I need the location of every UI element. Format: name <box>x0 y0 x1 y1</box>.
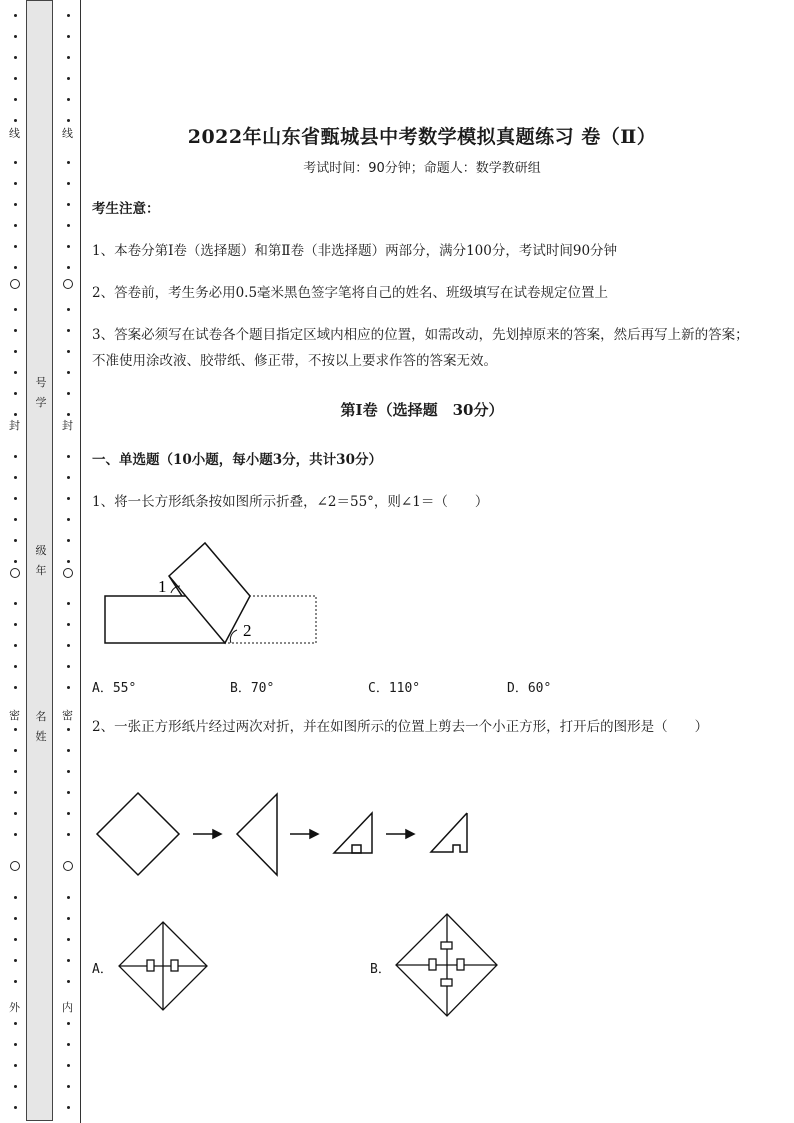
inner-margin-ring <box>63 279 73 289</box>
outer-margin-mark: 线 <box>9 127 20 140</box>
inner-margin-ring <box>63 861 73 871</box>
inner-margin-ring <box>63 568 73 578</box>
outer-margin-dot <box>14 665 17 668</box>
class-label: 级年 <box>35 544 47 577</box>
inner-margin-dot <box>67 1064 70 1067</box>
inner-margin-dot <box>67 959 70 962</box>
inner-margin-dot <box>67 14 70 17</box>
folded-once <box>237 794 277 875</box>
inner-margin-dot <box>67 665 70 668</box>
inner-dot-column <box>62 0 76 1123</box>
outer-margin-ring <box>10 279 20 289</box>
inner-margin-dot <box>67 392 70 395</box>
student-number-label: 号学 <box>35 376 47 409</box>
outer-margin-dot <box>14 266 17 269</box>
option-a-shape <box>119 922 207 1010</box>
section-title: 第Ⅰ卷（选择题 30分） <box>340 401 504 419</box>
outer-margin-dot <box>14 245 17 248</box>
folded-twice <box>334 813 372 853</box>
inner-margin-mark: 线 <box>62 127 73 140</box>
notice-item-1: 1、本卷分第Ⅰ卷（选择题）和第Ⅱ卷（非选择题）两部分，满分100分，考试时间90分钟 <box>92 243 618 259</box>
inner-margin-dot <box>67 224 70 227</box>
inner-margin-dot <box>67 812 70 815</box>
inner-margin-dot <box>67 329 70 332</box>
outer-margin-dot <box>14 539 17 542</box>
outer-margin-dot <box>14 980 17 983</box>
outer-margin-mark: 外 <box>9 1001 20 1014</box>
inner-margin-dot <box>67 980 70 983</box>
question-2-stem: 2、一张正方形纸片经过两次对折，并在如图所示的位置上剪去一个小正方形，打开后的图形是（ ） <box>92 719 709 735</box>
inner-margin-dot <box>67 749 70 752</box>
outer-margin-dot <box>14 959 17 962</box>
page-title: 2022年山东省甄城县中考数学模拟真题练习 卷（Ⅱ） <box>187 126 657 148</box>
inner-margin-dot <box>67 350 70 353</box>
inner-margin-dot <box>67 308 70 311</box>
outer-margin-dot <box>14 497 17 500</box>
inner-margin-dot <box>67 245 70 248</box>
inner-margin-dot <box>67 539 70 542</box>
inner-margin-dot <box>67 770 70 773</box>
outer-margin-dot <box>14 623 17 626</box>
inner-margin-dot <box>67 1106 70 1109</box>
q1-option-c[interactable]: C．110° <box>368 681 421 696</box>
inner-margin-dot <box>67 833 70 836</box>
option-b-shape <box>396 914 497 1016</box>
inner-margin-dot <box>67 917 70 920</box>
notice-item-2: 2、答卷前，考生务必用0.5毫米黑色签字笔将自己的姓名、班级填写在试卷规定位置上 <box>92 285 609 301</box>
part-title: 一、单选题（10小题，每小题3分，共计30分） <box>92 452 382 468</box>
name-label: 名姓 <box>35 710 47 743</box>
outer-margin-ring <box>10 568 20 578</box>
outer-margin-dot <box>14 161 17 164</box>
question-2-options-figures <box>92 0 93 1</box>
q2-option-b[interactable]: B． <box>370 962 391 977</box>
angle-1-label: 1 <box>158 577 167 596</box>
inner-margin-dot <box>67 455 70 458</box>
q1-option-b[interactable]: B．70° <box>230 681 275 696</box>
outer-margin-dot <box>14 1085 17 1088</box>
inner-margin-dot <box>67 203 70 206</box>
inner-margin-dot <box>67 77 70 80</box>
inner-margin-dot <box>67 182 70 185</box>
outer-margin-dot <box>14 350 17 353</box>
inner-margin-dot <box>67 1022 70 1025</box>
outer-margin-dot <box>14 35 17 38</box>
inner-margin-dot <box>67 266 70 269</box>
outer-margin-dot <box>14 791 17 794</box>
outer-margin-dot <box>14 560 17 563</box>
outer-dot-column <box>9 0 23 1123</box>
inner-margin-dot <box>67 560 70 563</box>
inner-margin-dot <box>67 35 70 38</box>
notice-item-3: 3、答案必须写在试卷各个题目指定区域内相应的位置，如需改动，先划掉原来的答案，然后再写上新的答案；不准使用涂改液、胶带纸、修正带，不按以上要求作答的答案无效。 <box>92 327 749 369</box>
inner-margin-dot <box>67 896 70 899</box>
outer-margin-dot <box>14 812 17 815</box>
outer-margin-dot <box>14 686 17 689</box>
outer-margin-dot <box>14 224 17 227</box>
folded-flap <box>169 543 250 643</box>
inner-margin-dot <box>67 497 70 500</box>
outer-margin-dot <box>14 119 17 122</box>
inner-margin-mark: 密 <box>62 709 73 722</box>
outer-margin-dot <box>14 917 17 920</box>
outer-margin-dot <box>14 602 17 605</box>
outer-margin-dot <box>14 938 17 941</box>
outer-margin-dot <box>14 1043 17 1046</box>
outer-margin-dot <box>14 56 17 59</box>
outer-margin-dot <box>14 98 17 101</box>
inner-margin-dot <box>67 98 70 101</box>
square-paper <box>97 793 179 875</box>
outer-margin-dot <box>14 770 17 773</box>
outer-margin-dot <box>14 518 17 521</box>
outer-margin-dot <box>14 1022 17 1025</box>
outer-margin-dot <box>14 203 17 206</box>
inner-margin-dot <box>67 623 70 626</box>
question-1-stem: 1、将一长方形纸条按如图所示折叠，∠2＝55°，则∠1＝（ ） <box>92 494 489 510</box>
inner-margin-dot <box>67 791 70 794</box>
inner-margin-dot <box>67 413 70 416</box>
outer-margin-dot <box>14 14 17 17</box>
inner-margin-dot <box>67 686 70 689</box>
outer-margin-dot <box>14 833 17 836</box>
margin-divider <box>80 0 81 1123</box>
notice-heading: 考生注意： <box>92 201 160 217</box>
q1-option-d[interactable]: D．60° <box>507 681 552 696</box>
angle-2-label: 2 <box>243 621 252 640</box>
outer-margin-dot <box>14 476 17 479</box>
q2-option-a[interactable]: A． <box>92 962 113 977</box>
inner-margin-dot <box>67 476 70 479</box>
outer-margin-dot <box>14 728 17 731</box>
inner-margin-dot <box>67 161 70 164</box>
inner-margin-dot <box>67 938 70 941</box>
inner-margin-dot <box>67 518 70 521</box>
outer-margin-dot <box>14 455 17 458</box>
inner-margin-dot <box>67 602 70 605</box>
outer-margin-dot <box>14 413 17 416</box>
inner-margin-dot <box>67 56 70 59</box>
inner-margin-dot <box>67 1043 70 1046</box>
student-info-band <box>26 0 53 1121</box>
outer-margin-dot <box>14 371 17 374</box>
outer-margin-ring <box>10 861 20 871</box>
cut-result <box>431 813 467 852</box>
outer-margin-dot <box>14 182 17 185</box>
cut-square-mark <box>352 845 361 853</box>
inner-margin-dot <box>67 644 70 647</box>
outer-margin-dot <box>14 896 17 899</box>
inner-margin-mark: 内 <box>62 1001 73 1014</box>
inner-margin-mark: 封 <box>62 419 73 432</box>
q1-option-a[interactable]: A．55° <box>92 681 137 696</box>
outer-margin-dot <box>14 77 17 80</box>
outer-margin-dot <box>14 644 17 647</box>
inner-margin-dot <box>67 371 70 374</box>
outer-margin-dot <box>14 308 17 311</box>
outer-margin-dot <box>14 749 17 752</box>
outer-margin-dot <box>14 329 17 332</box>
inner-margin-dot <box>67 1085 70 1088</box>
outer-margin-dot <box>14 1064 17 1067</box>
inner-margin-dot <box>67 728 70 731</box>
exam-info: 考试时间：90分钟；命题人：数学教研组 <box>303 161 541 176</box>
inner-margin-dot <box>67 119 70 122</box>
outer-margin-dot <box>14 1106 17 1109</box>
outer-margin-mark: 密 <box>9 709 20 722</box>
outer-margin-mark: 封 <box>9 419 20 432</box>
outer-margin-dot <box>14 392 17 395</box>
